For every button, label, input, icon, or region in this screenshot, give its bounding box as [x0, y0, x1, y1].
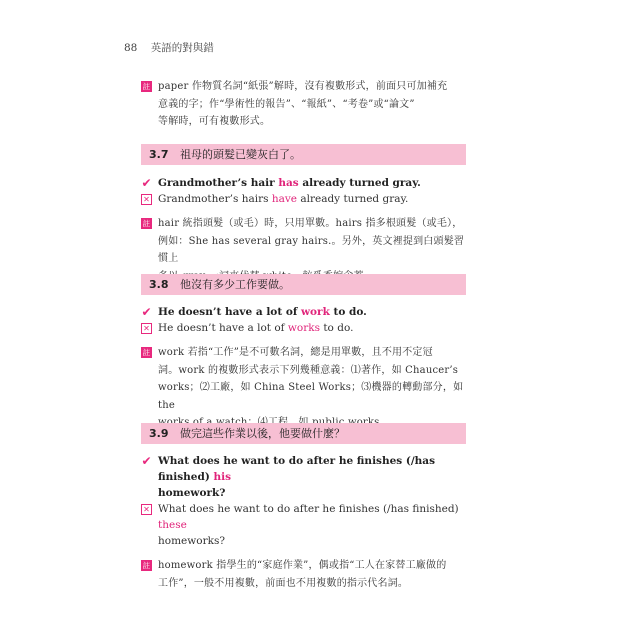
intro-note [141, 78, 466, 131]
correct-sentence-cont: homework? [158, 487, 226, 499]
wrong-sentence-cont: homeworks? [158, 535, 225, 547]
correct-sentence: ✔ Grandmother’s hair has already turned gray. [141, 175, 421, 190]
note-line: 註 paper 作物質名詞“紙張”解時，沒有複數形式，前面只可加補充 [142, 81, 448, 92]
wrong-sentence: ✕ Grandmother’s hairs have already turned gray. [141, 191, 466, 207]
note-line: 詞。work 的複數形式表示下列幾種意義：⑴著作，如 Chaucer’s [158, 364, 459, 376]
cross-icon: ✕ [141, 194, 152, 205]
note-icon: 註 [142, 347, 151, 357]
checkmark-icon: ✔ [141, 453, 152, 468]
section-heading [141, 423, 466, 444]
wrong-sentence: ✕ What does he want to do after he finishes (/has finished) these [141, 501, 466, 533]
note-line: 註 homework 指學生的“家庭作業”，偶或指“工人在家替工廠做的 [142, 560, 447, 571]
note-line: works；⑵工廠，如 China Steel Works；⑶機器的轉動部分，如 the [158, 382, 464, 411]
note-line: 註 work 若指“工作”是不可數名詞，總是用單數，且不用不定冠 [142, 347, 433, 358]
cross-icon: ✕ [141, 504, 152, 515]
checkmark-icon: ✔ [141, 175, 152, 190]
section-number: 3.7 [149, 148, 169, 161]
cross-icon: ✕ [141, 323, 152, 334]
page-header [124, 40, 214, 55]
section-title: 祖母的頭髮已變灰白了。 [180, 148, 301, 161]
section-body [141, 175, 466, 285]
section-heading [141, 274, 466, 295]
book-title: 英語的對與錯 [150, 42, 214, 54]
note-icon: 註 [142, 81, 151, 91]
section-body [141, 304, 466, 432]
section-title: 做完這些作業以後，他要做什麼？ [180, 427, 345, 440]
note-icon: 註 [142, 218, 151, 228]
section-title: 他沒有多少工作要做。 [180, 278, 290, 291]
section-number: 3.9 [149, 427, 169, 440]
section-body [141, 453, 466, 592]
note-line: 工作”，一般不用複數，前面也不用複數的指示代名詞。 [158, 577, 409, 589]
section-heading [141, 144, 466, 165]
note-line: 等解時，可有複數形式。 [158, 116, 271, 127]
correct-sentence: ✔ He doesn’t have a lot of work to do. [141, 304, 367, 319]
correct-sentence: ✔ What does he want to do after he finishes (/has finished) his [141, 453, 435, 483]
note-line: 註 hair 統指頭髮（或毛）時，只用單數。hairs 指多根頭髮（或毛）， [142, 218, 463, 229]
note-line: 例如：She has several gray hairs.。另外，英文裡提到白頭髮習慣上 [158, 235, 465, 264]
wrong-sentence: ✕ He doesn’t have a lot of works to do. [141, 320, 466, 336]
note-icon: 註 [142, 560, 151, 570]
section-number: 3.8 [149, 278, 169, 291]
page-number: 88 [124, 42, 138, 54]
note-line: 意義的字；作“學術性的報告”、“報紙”、“考卷”或“論文” [158, 98, 415, 110]
checkmark-icon: ✔ [141, 304, 152, 319]
